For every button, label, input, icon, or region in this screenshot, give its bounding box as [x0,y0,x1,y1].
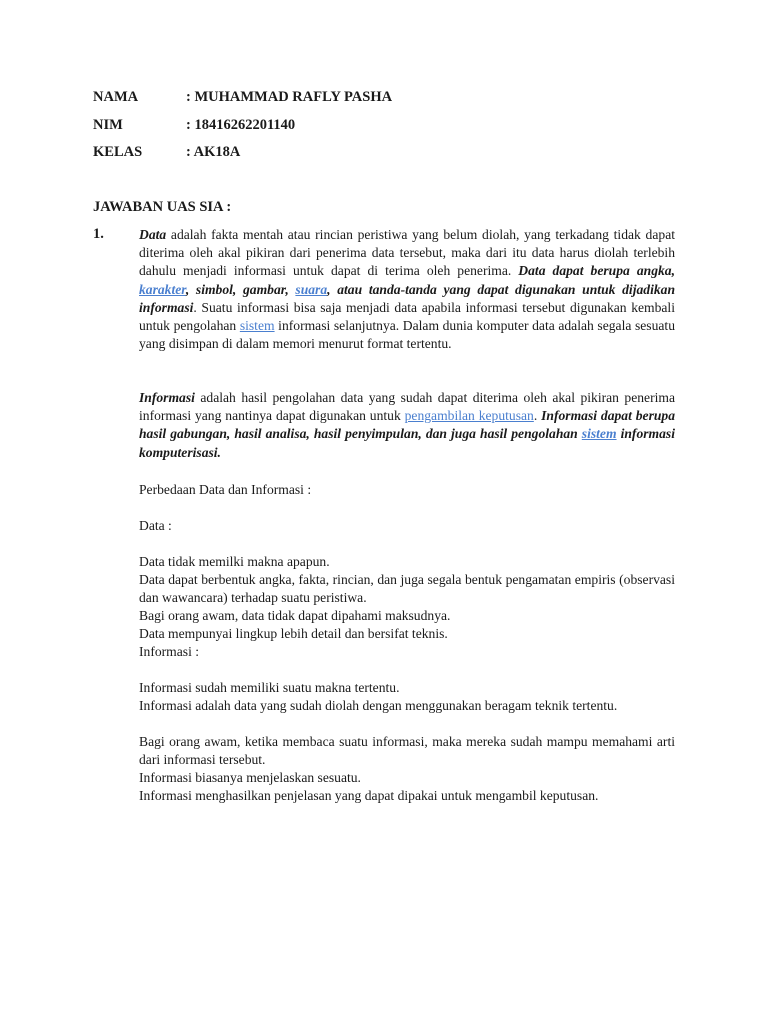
paragraph-data [139,226,675,353]
term-informasi: Informasi [139,390,195,405]
nama-value: : MUHAMMAD RAFLY PASHA [186,89,393,105]
para1-text-2: . Suatu informasi bisa saja menjadi data apabila informasi tersebut digunakan kembali untuk pengolahan [139,299,675,334]
informasi-point: Bagi orang awam, ketika membaca suatu informasi, maka mereka sudah mampu memahami arti dari informasi tersebut. [139,734,675,768]
para2-text-2: . [533,408,542,424]
data-point: Bagi orang awam, data tidak dapat dipahami maksudnya. [139,608,451,623]
informasi-point: Informasi sudah memiliki suatu makna tertentu. [139,680,400,695]
link-sistem-2[interactable]: sistem [581,426,617,442]
data-point: Data mempunyai lingkup lebih detail dan bersifat teknis. [139,626,448,641]
data-point: Data dapat berbentuk angka, fakta, rincian, dan juga segala bentuk pengamatan empiris (observasi dan wawancara) terhadap suatu peristiwa. [139,572,675,606]
para1-bold-1: Data dapat berupa angka, [518,263,675,279]
data-heading: Data : [139,518,172,533]
informasi-point: Informasi biasanya menjelaskan sesuatu. [139,770,361,785]
data-point: Data tidak memilki makna apapun. [139,554,330,569]
link-karakter[interactable]: karakter [139,281,186,297]
para1-bold-3: , atau tanda-tanda yang dapat digunakan untuk dijadikan informasi [139,281,675,315]
item-number: 1. [93,226,104,242]
link-suara[interactable]: suara [295,281,328,297]
para1-text-3: informasi selanjutnya. Dalam dunia komputer data adalah segala sesuatu yang disimpan di dalam memori menurut format tertentu. [139,318,676,352]
header-row-kelas [93,143,240,161]
kelas-label: KELAS [93,144,143,160]
term-data: Data [139,227,167,242]
informasi-point: Informasi menghasilkan penjelasan yang dapat dipakai untuk mengambil keputusan. [139,788,599,803]
nim-value: : 18416262201140 [186,117,296,133]
informasi-heading: Informasi : [139,644,200,659]
nim-label: NIM [93,117,123,133]
nama-label: NAMA [93,89,139,105]
link-sistem-1[interactable]: sistem [239,318,275,334]
informasi-point: Informasi adalah data yang sudah diolah dengan menggunakan beragam teknik tertentu. [139,698,618,713]
header-row-nama [93,88,392,106]
link-pengambilan-keputusan[interactable]: pengambilan keputusan [404,408,534,424]
header-row-nim [93,116,295,134]
section-title: JAWABAN UAS SIA : [93,199,232,215]
perbedaan-title: Perbedaan Data dan Informasi : [139,482,312,497]
para2-bold-1: Informasi dapat berupa hasil gabungan, hasil analisa, hasil penyimpulan, dan juga hasil pengolahan [139,408,676,442]
para1-bold-2: , simbol, gambar, [185,281,296,297]
para1-text-1: adalah fakta mentah atau rincian peristiwa yang belum diolah, yang terkadang tidak dapat diterima oleh akal pikiran dari penerima data tersebut, maka dari itu data harus diolah terlebih dahulu menjadi informasi untuk dapat di terima oleh penerima. [139,227,675,279]
kelas-value: : AK18A [186,144,241,160]
para2-text-1: adalah hasil pengolahan data yang sudah dapat diterima oleh akal pikiran penerima informasi yang nantinya dapat digunakan untuk [139,390,675,424]
paragraph-informasi [139,389,675,462]
para2-bold-2: informasi komputerisasi. [139,426,675,460]
